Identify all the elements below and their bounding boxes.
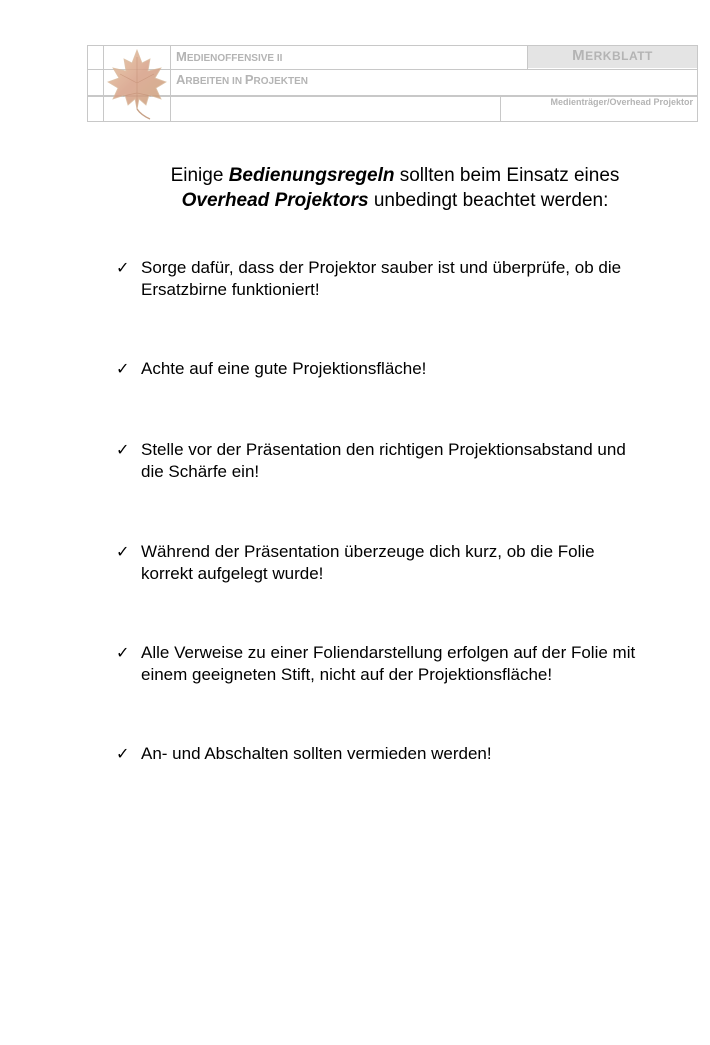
- rule-text-line-2: Ersatzbirne funktioniert!: [141, 280, 320, 299]
- header-program-title: [176, 48, 282, 66]
- checkmark-icon: ✓: [116, 643, 130, 662]
- rule-text-line-1: Während der Präsentation überzeuge dich kurz, ob die Folie: [141, 542, 595, 561]
- rule-item: [116, 642, 696, 686]
- module-title-rest1: RBEITEN IN: [185, 76, 245, 87]
- header-logo-right-divider: [170, 45, 171, 122]
- rule-item: [116, 439, 696, 483]
- header-border-left: [87, 45, 88, 122]
- module-title-cap1: A: [176, 72, 186, 87]
- maple-leaf-icon: [104, 47, 170, 121]
- rule-item: [116, 358, 696, 380]
- document-header: [87, 45, 698, 122]
- doc-type-cap: M: [572, 47, 586, 64]
- header-topic: Medienträger/Overhead Projektor: [550, 97, 693, 107]
- rule-text-line-1: Alle Verweise zu einer Foliendarstellung erfolgen auf der Folie mit: [141, 643, 636, 662]
- intro-line-1: [100, 163, 690, 188]
- doc-type-rest: ERKBLATT: [585, 49, 653, 63]
- program-title-cap: M: [176, 49, 187, 64]
- intro-emphasis-1: Bedienungsregeln: [228, 165, 395, 186]
- header-topic-divider: [500, 96, 501, 122]
- rule-text-line-1: An- und Abschalten sollten vermieden werden!: [141, 744, 492, 763]
- intro-heading: [100, 163, 690, 213]
- checkmark-icon: ✓: [116, 258, 130, 277]
- rule-item: [116, 257, 696, 301]
- rule-text-line-1: Achte auf eine gute Projektionsfläche!: [141, 359, 427, 378]
- header-module-title: [176, 71, 308, 89]
- rule-text-line-2: einem geeigneten Stift, nicht auf der Projektionsfläche!: [141, 665, 553, 684]
- module-title-rest2: ROJEKTEN: [253, 76, 308, 87]
- rule-text-line-2: die Schärfe ein!: [141, 462, 260, 481]
- doc-type-label: [528, 47, 697, 65]
- program-title-rest: EDIENOFFENSIVE II: [186, 53, 283, 64]
- intro-text-3: unbedingt beachtet werden:: [368, 190, 609, 211]
- intro-emphasis-2: Overhead Projektors: [181, 190, 369, 211]
- header-divider-1: [87, 69, 698, 70]
- checkmark-icon: ✓: [116, 440, 130, 459]
- intro-line-2: [100, 188, 690, 213]
- rule-item: [116, 541, 696, 585]
- module-title-cap2: P: [244, 72, 254, 87]
- rule-text-line-1: Stelle vor der Präsentation den richtigen Projektionsabstand und: [141, 440, 626, 459]
- rule-text-line-2: korrekt aufgelegt wurde!: [141, 564, 324, 583]
- header-border-bottom: [87, 121, 698, 122]
- header-border-right: [697, 45, 698, 122]
- checkmark-icon: ✓: [116, 744, 130, 763]
- intro-text-1: Einige: [170, 165, 229, 186]
- rule-text-line-1: Sorge dafür, dass der Projektor sauber ist und überprüfe, ob die: [141, 258, 622, 277]
- intro-text-2: sollten beim Einsatz eines: [394, 165, 620, 186]
- rule-item: [116, 743, 696, 765]
- checkmark-icon: ✓: [116, 359, 130, 378]
- checkmark-icon: ✓: [116, 542, 130, 561]
